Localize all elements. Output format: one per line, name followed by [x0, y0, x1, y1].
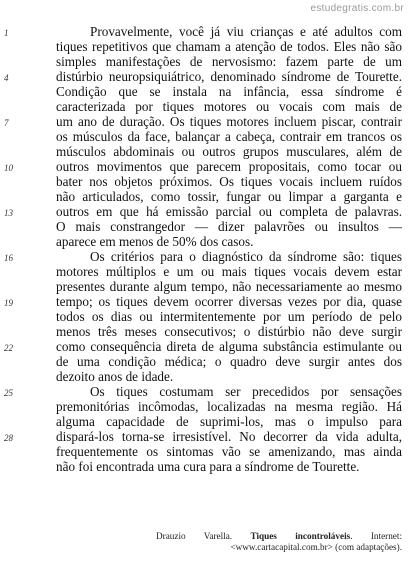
line-number: 28 — [4, 433, 13, 443]
text-line — [56, 324, 402, 339]
text-line — [56, 84, 402, 99]
text-line — [4, 204, 402, 219]
text-line — [4, 339, 402, 354]
line-text: um ano de duração. Os tiques motores incluem piscar, contrair — [56, 114, 402, 129]
line-text: caracterizada por tiques motores ou vocais com mais de — [56, 99, 402, 114]
text-line — [56, 444, 402, 459]
line-text: distúrbio neuropsiquiátrico, denominado síndrome de Tourette. — [56, 69, 402, 84]
text-line — [4, 294, 402, 309]
line-number: 25 — [4, 388, 13, 398]
article-text — [4, 24, 402, 474]
text-line — [56, 414, 402, 429]
text-line — [56, 354, 402, 369]
text-line — [4, 429, 402, 444]
line-text: bater nos objetos próximos. Os tiques vocais incluem ruídos — [56, 174, 402, 189]
text-line — [56, 39, 402, 54]
text-line — [56, 219, 402, 234]
line-text: frequentemente os sintomas vão se amenizando, mas ainda — [56, 444, 402, 459]
credit-url: <www.cartacapital.com.br> — [230, 542, 333, 552]
text-line — [56, 309, 402, 324]
line-number: 4 — [4, 73, 9, 83]
line-text: outros em que há emissão parcial ou completa de palavras. — [56, 204, 402, 219]
text-line — [56, 234, 402, 249]
line-text: outros movimentos que parecem propositais, como tocar ou — [56, 159, 402, 174]
line-text: não foi encontrada uma cura para a síndrome de Tourette. — [56, 459, 360, 474]
line-text: Os critérios para o diagnóstico da síndrome são: tiques — [90, 249, 402, 264]
line-text: O mais constrangedor — dizer palavrões ou insultos — — [56, 219, 402, 234]
text-line — [56, 279, 402, 294]
line-text: como consequência direta de alguma substância estimulante ou — [56, 339, 402, 354]
line-text: menos três meses consecutivos; o distúrbio não deve surgir — [56, 324, 402, 339]
line-text: presentes durante algum tempo, não necessariamente ao mesmo — [56, 279, 402, 294]
text-line — [56, 189, 402, 204]
line-text: tiques repetitivos que chamam a atenção de todos. Eles não são — [56, 39, 402, 54]
text-line — [4, 69, 402, 84]
text-line — [4, 159, 402, 174]
line-text: Condição que se instala na infância, essa síndrome é — [56, 84, 402, 99]
credit-author: Drauzio Varella. — [156, 531, 233, 541]
line-text: simples manifestações de nervosismo: fazem parte de um — [56, 54, 402, 69]
line-text: todos os dias ou intermitentemente por um período de pelo — [56, 309, 402, 324]
line-text: Os tiques costumam ser precedidos por sensações — [90, 384, 402, 399]
text-line — [56, 144, 402, 159]
line-text: premonitórias incômodas, localizadas na mesma região. Há — [56, 399, 402, 414]
line-number: 7 — [4, 118, 9, 128]
text-line — [56, 459, 402, 474]
line-text: tempo; os tiques devem ocorrer diversas vezes por dia, quase — [56, 294, 402, 309]
text-line — [56, 369, 402, 384]
line-number: 1 — [4, 28, 9, 38]
line-text: alguma capacidade de suprimi-los, mas o impulso para — [56, 414, 402, 429]
watermark: estudegratis.com.br — [310, 3, 404, 14]
credit-note: (com adaptações). — [335, 542, 402, 552]
source-credit — [156, 531, 402, 553]
line-text: dispará-los torna-se irresistível. No decorrer da vida adulta, — [56, 429, 402, 444]
line-text: de uma condição médica; o quadro deve surgir antes dos — [56, 354, 402, 369]
text-line — [4, 384, 402, 399]
text-line — [4, 114, 402, 129]
text-line — [56, 174, 402, 189]
text-line — [4, 24, 402, 39]
line-text: não articulados, como tossir, fungar ou limpar a garganta e — [56, 189, 402, 204]
line-text: motores múltiplos e um ou mais tiques vocais devem estar — [56, 264, 402, 279]
line-text: aparece em menos de 50% dos casos. — [56, 234, 254, 249]
line-text: Provavelmente, você já viu crianças e até adultos com — [90, 24, 402, 39]
credit-internet: . Internet: — [350, 531, 402, 541]
line-number: 19 — [4, 298, 13, 308]
line-number: 13 — [4, 208, 13, 218]
text-line — [56, 54, 402, 69]
text-line — [56, 399, 402, 414]
line-number: 16 — [4, 253, 13, 263]
line-number: 22 — [4, 343, 13, 353]
text-line — [4, 249, 402, 264]
line-number: 10 — [4, 163, 13, 173]
text-line — [56, 264, 402, 279]
line-text: dezoito anos de idade. — [56, 369, 174, 384]
credit-title: Tiques incontroláveis — [250, 531, 351, 541]
text-line — [56, 99, 402, 114]
text-line — [56, 129, 402, 144]
line-text: os músculos da face, balançar a cabeça, contrair em trancos os — [56, 129, 402, 144]
line-text: músculos abdominais ou outros grupos musculares, além de — [56, 144, 402, 159]
